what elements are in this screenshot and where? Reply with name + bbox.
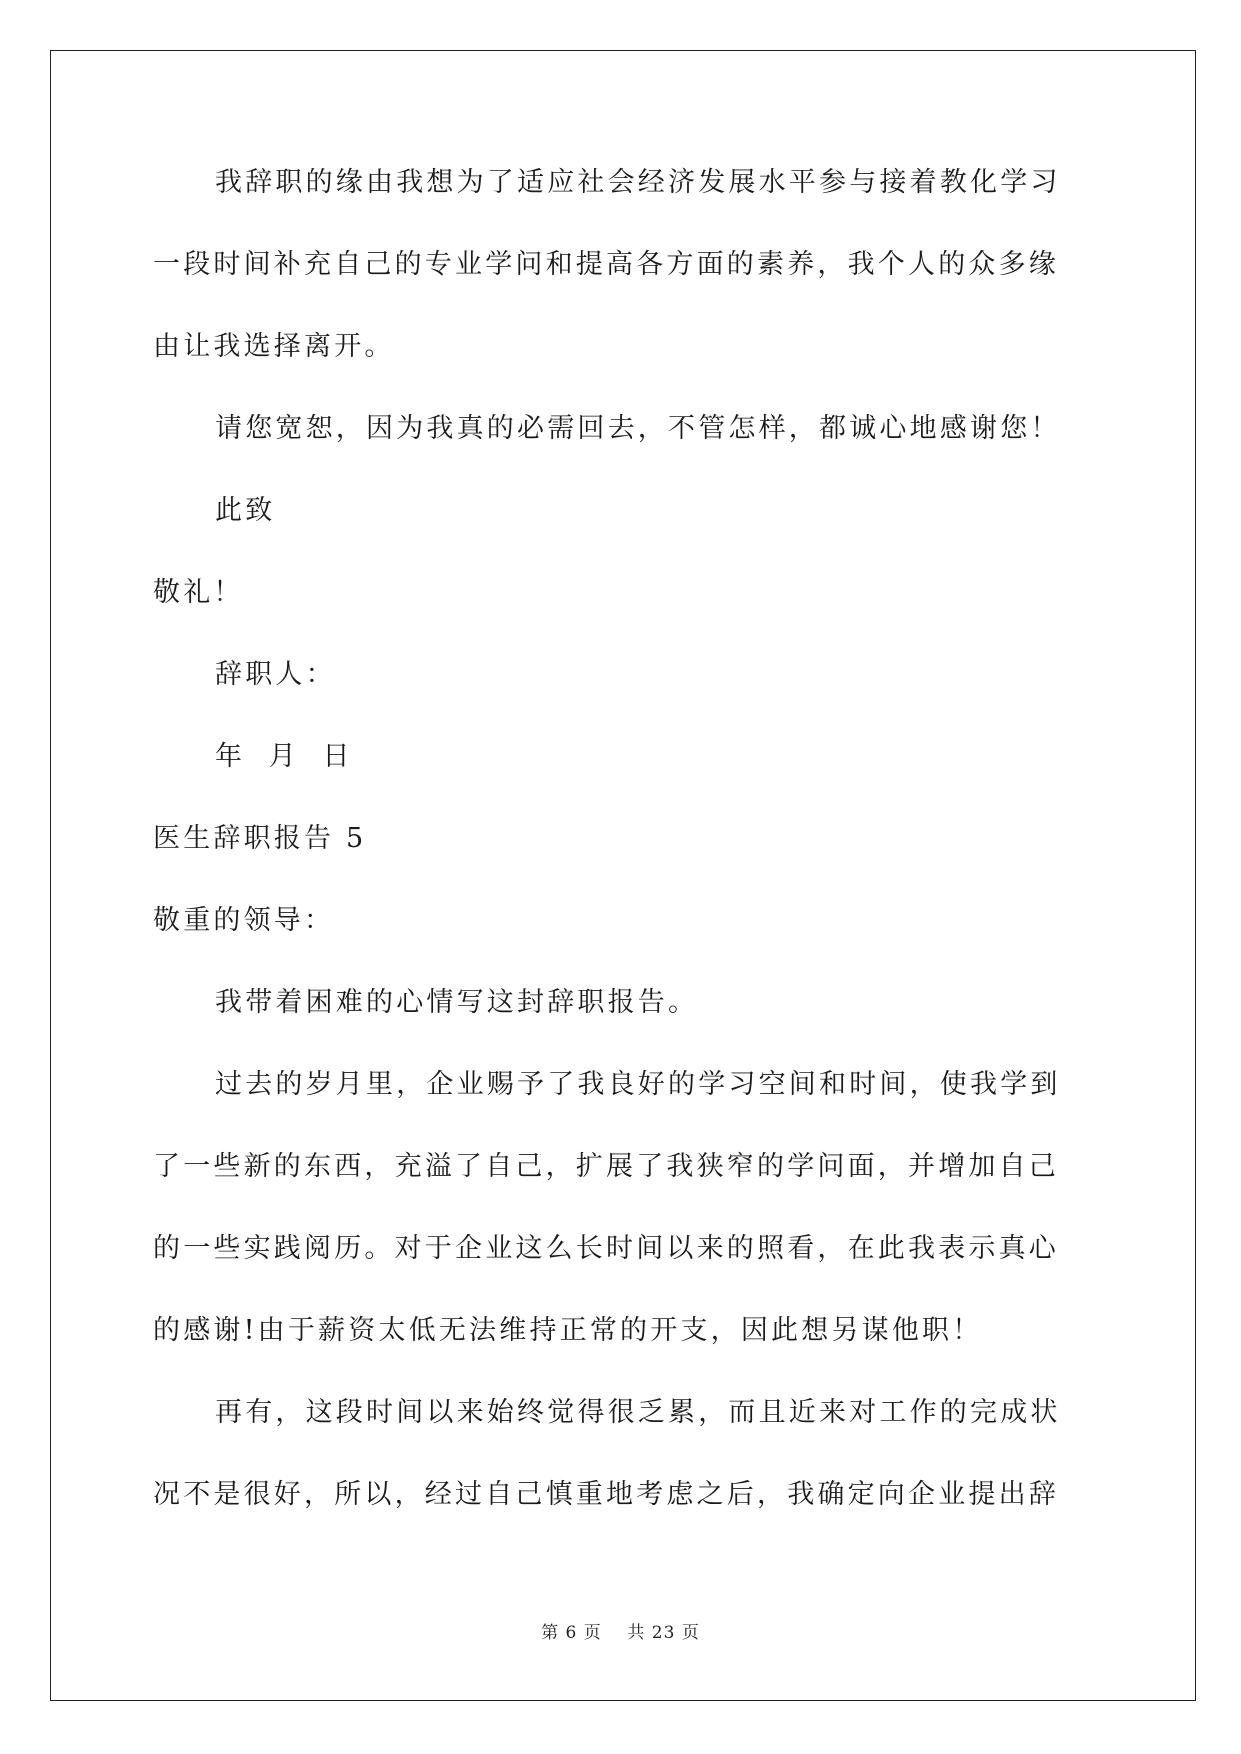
page-number-footer: 第 6 页 共 23 页 xyxy=(541,1623,700,1643)
paragraph-line: 况不是很好，所以，经过自己慎重地考虑之后，我确定向企业提出辞 xyxy=(153,1479,1059,1510)
paragraph-line: 由让我选择离开。 xyxy=(153,331,395,362)
section-heading: 医生辞职报告 5 xyxy=(153,823,367,854)
paragraph-line: 了一些新的东西，充溢了自己，扩展了我狭窄的学问面，并增加自己 xyxy=(153,1151,1059,1182)
paragraph-line: 的一些实践阅历。对于企业这么长时间以来的照看，在此我表示真心 xyxy=(153,1233,1059,1264)
date-line: 年 月 日 xyxy=(215,741,353,772)
paragraph-line: 我辞职的缘由我想为了适应社会经济发展水平参与接着教化学习 xyxy=(215,167,1061,198)
paragraph-line: 再有，这段时间以来始终觉得很乏累，而且近来对工作的完成状 xyxy=(215,1397,1061,1428)
paragraph-line: 过去的岁月里，企业赐予了我良好的学习空间和时间，使我学到 xyxy=(215,1069,1061,1100)
paragraph-line: 的感谢!由于薪资太低无法维持正常的开支，因此想另谋他职！ xyxy=(153,1315,983,1346)
closing-line: 此致 xyxy=(215,495,276,526)
salutation-line: 敬礼！ xyxy=(153,577,244,608)
document-body xyxy=(153,160,1083,1554)
paragraph-line: 一段时间补充自己的专业学问和提高各方面的素养，我个人的众多缘 xyxy=(153,249,1059,280)
greeting-line: 敬重的领导： xyxy=(153,905,335,936)
paragraph-line: 请您宽恕，因为我真的必需回去，不管怎样，都诚心地感谢您！ xyxy=(215,413,1061,444)
signature-line: 辞职人： xyxy=(215,659,336,690)
paragraph-line: 我带着困难的心情写这封辞职报告。 xyxy=(215,987,699,1018)
